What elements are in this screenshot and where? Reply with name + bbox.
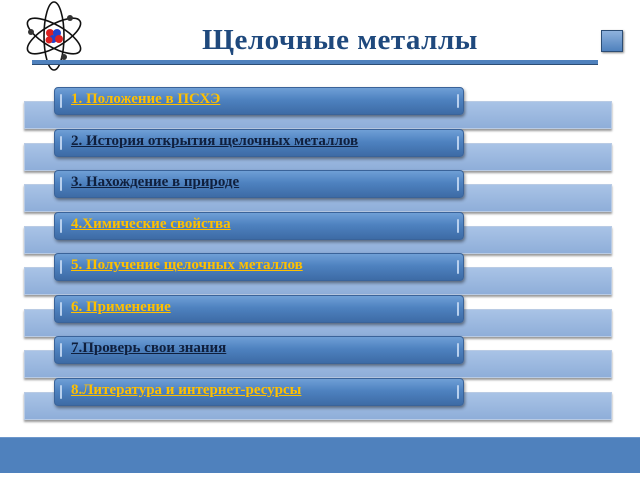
menu-item-button[interactable] bbox=[54, 170, 464, 198]
menu-item-link[interactable]: 5. Получение щелочных металлов bbox=[71, 257, 303, 273]
menu-item bbox=[0, 253, 640, 297]
menu-item bbox=[0, 87, 640, 131]
footer-bar bbox=[0, 437, 640, 473]
menu-item-link[interactable]: 1. Положение в ПСХЭ bbox=[71, 91, 221, 107]
menu-item-button[interactable] bbox=[54, 87, 464, 115]
menu-item-button[interactable] bbox=[54, 378, 464, 406]
menu-item-link[interactable]: 8.Литература и интернет-ресурсы bbox=[71, 381, 302, 398]
menu-item-link[interactable]: 4.Химические свойства bbox=[71, 215, 231, 232]
menu-item bbox=[0, 295, 640, 339]
menu-item-button[interactable] bbox=[54, 212, 464, 240]
menu-item-link[interactable]: 3. Нахождение в природе bbox=[71, 174, 240, 190]
slide-title: Щелочные металлы bbox=[202, 24, 478, 56]
menu-item-link[interactable]: 6. Применение bbox=[71, 298, 171, 315]
menu-item-button[interactable] bbox=[54, 253, 464, 281]
menu-item bbox=[0, 170, 640, 214]
menu-item-button[interactable] bbox=[54, 295, 464, 323]
menu-item-link[interactable]: 7.Проверь свои знания bbox=[71, 340, 227, 356]
menu-item bbox=[0, 129, 640, 173]
menu-item bbox=[0, 336, 640, 380]
square-button-icon[interactable] bbox=[601, 30, 623, 52]
menu-item-button[interactable] bbox=[54, 336, 464, 364]
menu-item bbox=[0, 378, 640, 422]
menu-item-button[interactable] bbox=[54, 129, 464, 157]
menu-item-link[interactable]: 2. История открытия щелочных металлов bbox=[71, 132, 359, 149]
title-divider bbox=[32, 60, 598, 65]
menu-item bbox=[0, 212, 640, 256]
